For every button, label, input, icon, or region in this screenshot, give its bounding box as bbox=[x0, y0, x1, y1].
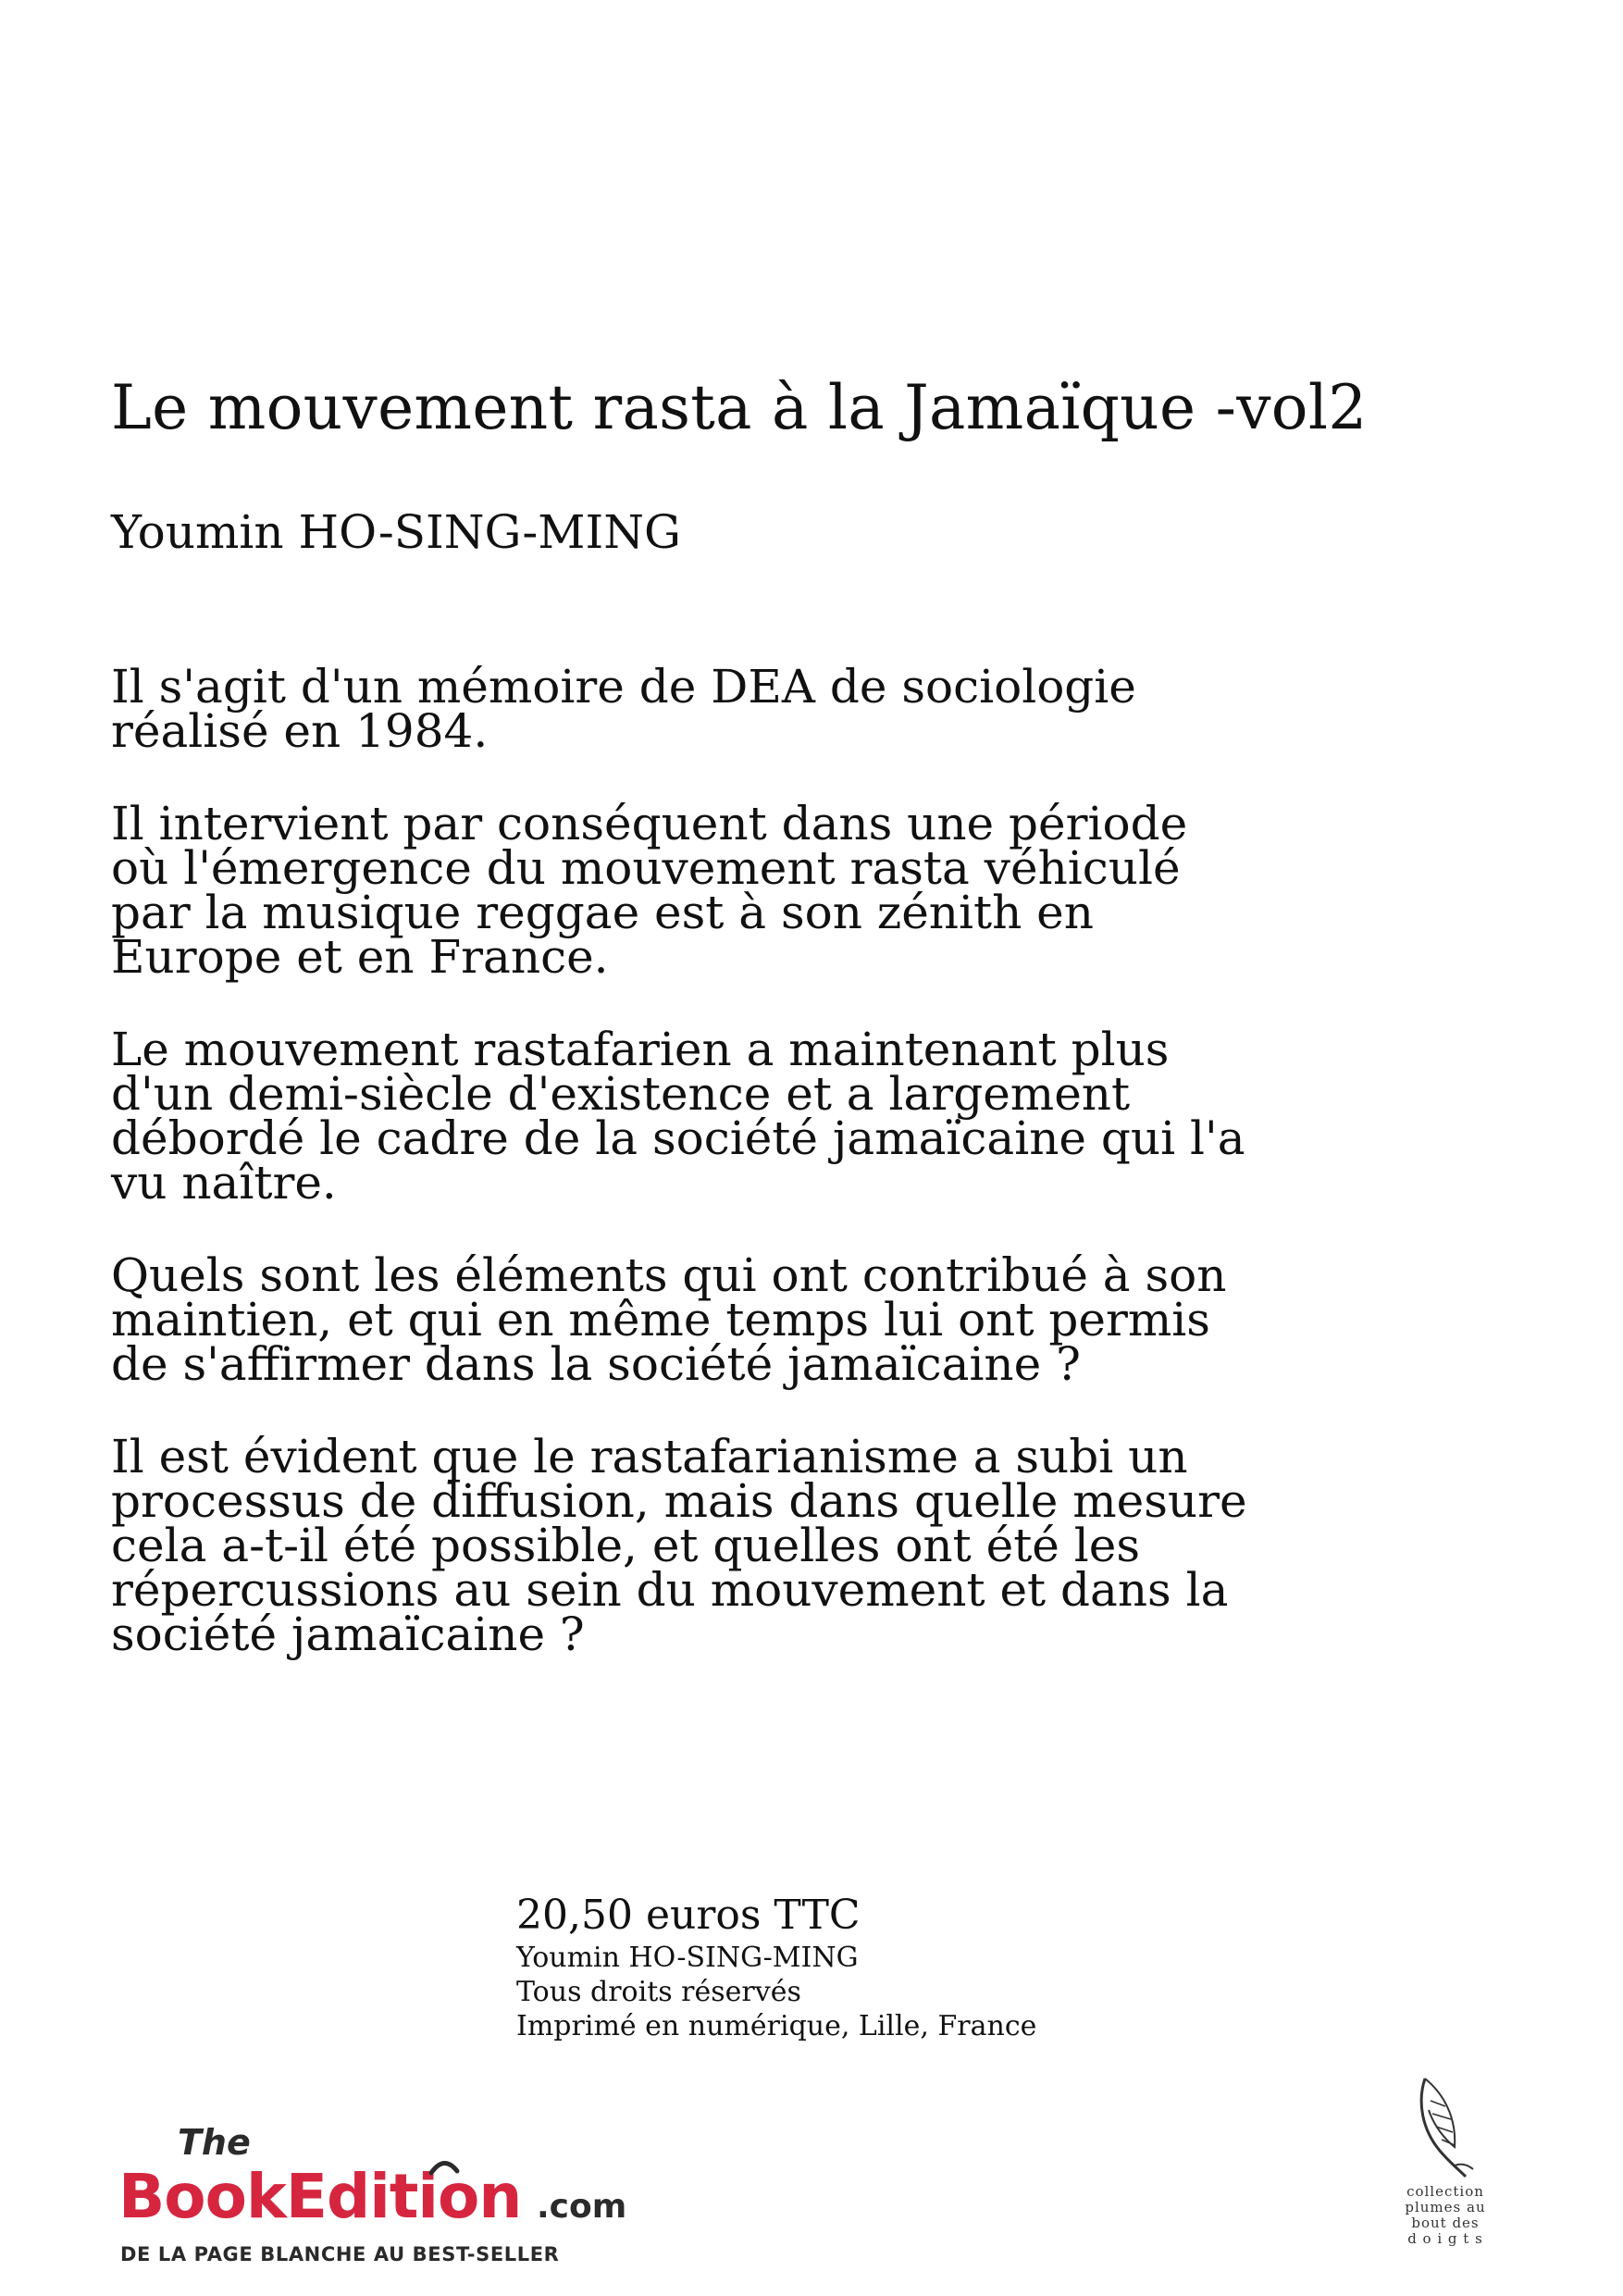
blurb-line: vu naître. bbox=[111, 1156, 337, 1210]
blurb-line: Le mouvement rastafarien a maintenant plus bbox=[111, 1023, 1170, 1076]
publisher-tagline: DE LA PAGE BLANCHE AU BEST-SELLER bbox=[120, 2243, 560, 2265]
book-author: Youmin HO-SING-MING bbox=[111, 505, 681, 559]
blurb-paragraph bbox=[111, 660, 1268, 758]
blurb-line: Il intervient par conséquent dans une période bbox=[111, 797, 1188, 850]
collection-label-line: collection bbox=[1406, 2183, 1484, 2200]
blurb-line: société jamaïcaine ? bbox=[111, 1607, 585, 1661]
blurb-line: où l'émergence du mouvement rasta véhiculé bbox=[111, 841, 1181, 895]
svg-text:.com: .com bbox=[537, 2188, 627, 2226]
rights-notice: Tous droits réservés bbox=[516, 1976, 801, 2008]
collection-label-line: plumes au bbox=[1405, 2199, 1486, 2215]
blurb-line: processus de diffusion, mais dans quelle mesure bbox=[111, 1474, 1247, 1528]
blurb-paragraph bbox=[111, 1430, 1268, 1661]
printing-notice: Imprimé en numérique, Lille, France bbox=[516, 2010, 1037, 2042]
blurb-line: maintien, et qui en même temps lui ont permis bbox=[111, 1293, 1210, 1347]
blurb-paragraph bbox=[111, 1248, 1268, 1391]
back-cover-blurb bbox=[111, 660, 1268, 1705]
svg-text:BookEdition: BookEdition bbox=[118, 2161, 522, 2232]
blurb-paragraph bbox=[111, 1023, 1268, 1210]
blurb-line: d'un demi-siècle d'existence et a largement bbox=[111, 1067, 1131, 1121]
blurb-line: répercussions au sein du mouvement et dans la bbox=[111, 1563, 1229, 1617]
blurb-line: débordé le cadre de la société jamaïcaine qui l'a bbox=[111, 1111, 1245, 1165]
blurb-line: cela a-t-il été possible, et quelles ont été les bbox=[111, 1519, 1141, 1572]
blurb-line: de s'affirmer dans la société jamaïcaine ? bbox=[111, 1337, 1081, 1391]
blurb-line: Quels sont les éléments qui ont contribué à son bbox=[111, 1248, 1227, 1302]
blurb-line: Europe et en France. bbox=[111, 930, 609, 984]
price: 20,50 euros TTC bbox=[516, 1892, 861, 1939]
blurb-line: réalisé en 1984. bbox=[111, 704, 489, 758]
svg-text:The: The bbox=[178, 2122, 251, 2163]
collection-mark bbox=[1381, 2073, 1510, 2247]
blurb-line: par la musique reggae est à son zénith en bbox=[111, 886, 1094, 939]
feather-quill-icon bbox=[1408, 2073, 1482, 2184]
collection-label-line: d o i g t s bbox=[1407, 2230, 1483, 2247]
blurb-paragraph bbox=[111, 797, 1268, 984]
colophon-author: Youmin HO-SING-MING bbox=[516, 1942, 859, 1974]
book-title: Le mouvement rasta à la Jamaïque -vol2 bbox=[111, 372, 1368, 443]
colophon bbox=[516, 1891, 1036, 2043]
blurb-line: Il est évident que le rastafarianisme a subi un bbox=[111, 1430, 1188, 1483]
blurb-line: Il s'agit d'un mémoire de DEA de sociologie bbox=[111, 660, 1136, 714]
collection-label-line: bout des bbox=[1411, 2215, 1480, 2231]
bookedition-logo bbox=[118, 2117, 674, 2233]
